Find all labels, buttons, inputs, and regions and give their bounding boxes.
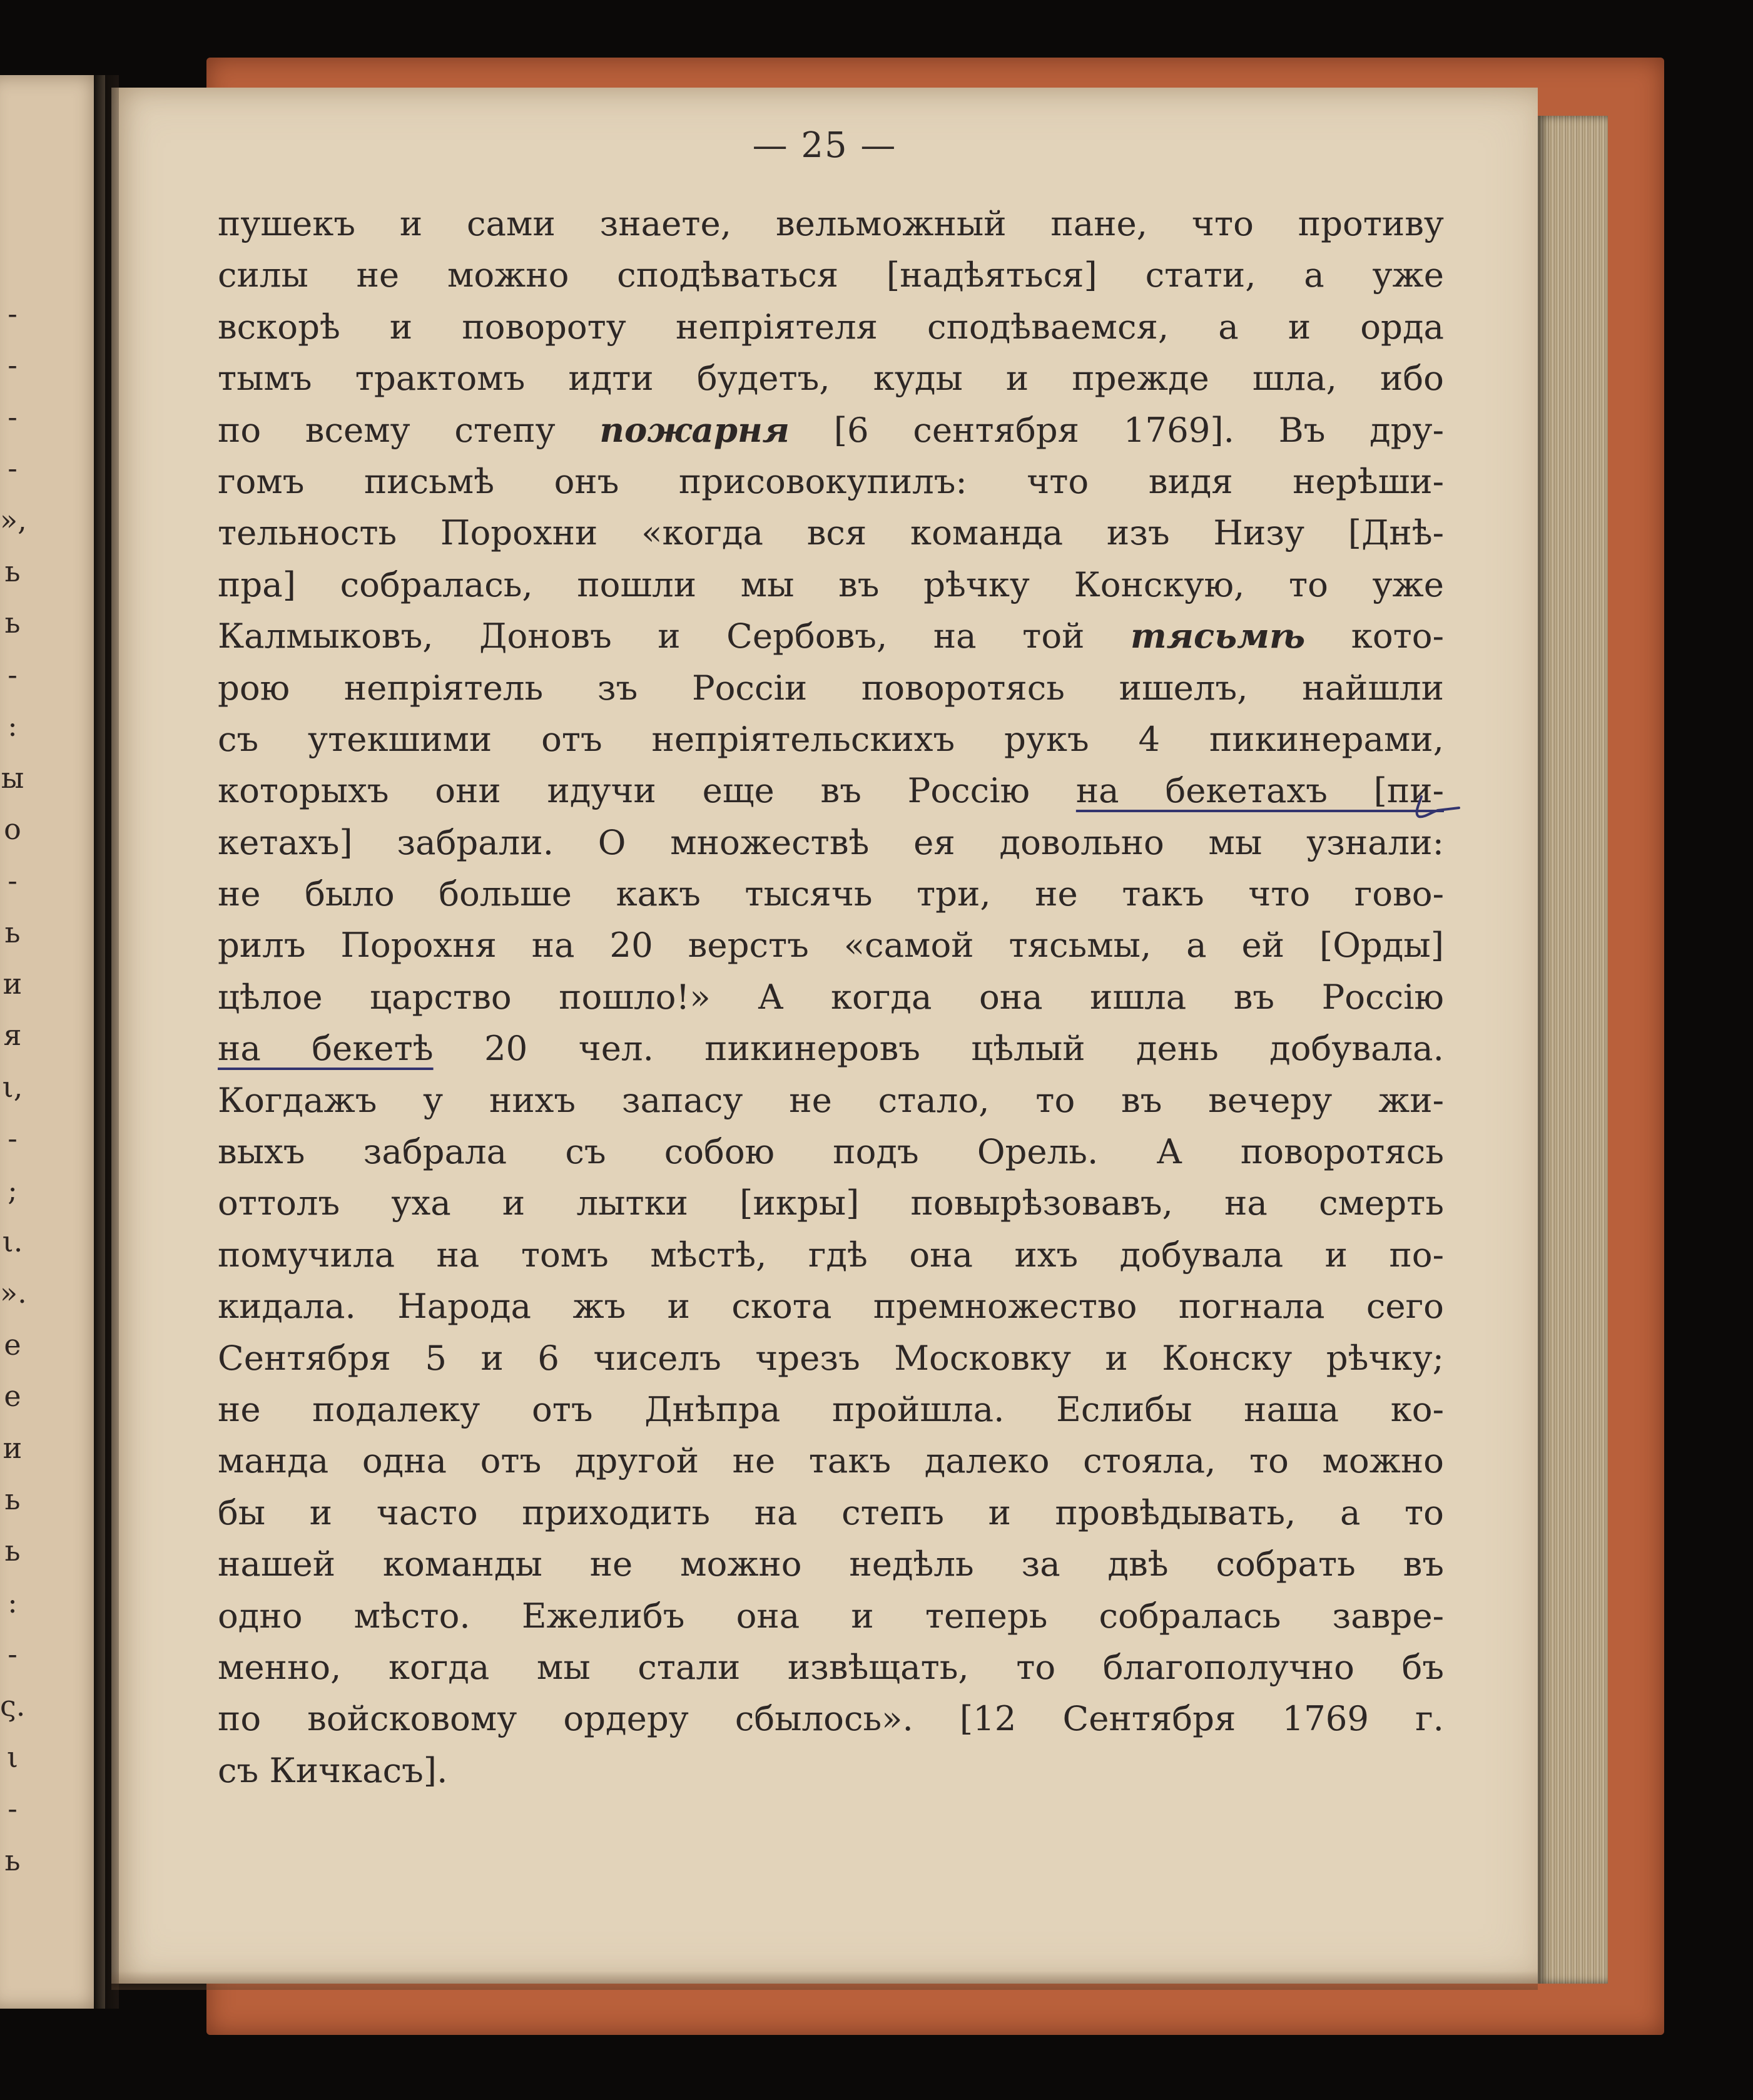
- text-segment: по всему степу: [218, 409, 600, 450]
- text-line: [218, 868, 1444, 919]
- text-segment: 20 чел. пикинеровъ цѣлый день добувала.: [433, 1028, 1444, 1069]
- text-line: [218, 817, 1444, 868]
- text-segment: кидала. Народа жъ и скота премножество погнала сего: [218, 1286, 1444, 1327]
- text-line: [218, 713, 1444, 765]
- page-edges: [1538, 116, 1608, 1984]
- text-line: [218, 919, 1444, 971]
- page-body-text: [218, 198, 1444, 1796]
- text-segment: съ Кичкасъ].: [218, 1750, 448, 1790]
- text-line: [218, 1435, 1444, 1486]
- left-page-letter: ь: [4, 1482, 21, 1516]
- left-page-letter: ».: [0, 1276, 27, 1310]
- text-line: [218, 765, 1444, 816]
- text-segment: вскорѣ и повороту непріятеля сподѣваемся, а и орда: [218, 306, 1444, 347]
- left-page-letter: ь: [4, 1843, 21, 1877]
- left-page-letters: [0, 288, 25, 1886]
- left-page-letter: ь: [4, 915, 21, 949]
- text-segment: гомъ письмѣ онъ присовокупилъ: что видя нерѣши-: [218, 461, 1444, 501]
- text-segment: съ утекшими отъ непріятельскихъ рукъ 4 пикинерами,: [218, 718, 1444, 759]
- text-line: [218, 1590, 1444, 1641]
- text-segment: по войсковому ордеру сбылось». [12 Сентября 1769 г.: [218, 1698, 1444, 1739]
- text-segment: цѣлое царство пошло!» А когда она ишла въ Россію: [218, 976, 1444, 1017]
- text-line: [218, 1126, 1444, 1177]
- text-segment: манда одна отъ другой не такъ далеко стояла, то можно: [218, 1440, 1444, 1481]
- text-segment: Сентября 5 и 6 чиселъ чрезъ Московку и Конску рѣчку;: [218, 1337, 1444, 1378]
- text-line: [218, 352, 1444, 404]
- text-line: [218, 1280, 1444, 1332]
- left-page-letter: -: [8, 348, 18, 382]
- text-segment: нашей команды не можно недѣль за двѣ собрать въ: [218, 1544, 1444, 1584]
- text-line: [218, 1538, 1444, 1589]
- left-page-letter: -: [8, 297, 18, 330]
- gutter-shadow: [94, 75, 119, 2009]
- text-line: [218, 1384, 1444, 1435]
- text-line: [218, 1022, 1444, 1074]
- left-page-letter: -: [8, 451, 18, 486]
- page-bottom-shadow: [111, 1971, 1538, 1990]
- text-line: [218, 198, 1444, 249]
- text-segment: Когдажъ у нихъ запасу не стало, то въ вечеру жи-: [218, 1079, 1444, 1120]
- text-segment: которыхъ они идучи еще въ Россію: [218, 770, 1076, 811]
- left-page-letter: -: [8, 657, 18, 691]
- left-page-letter: »,: [0, 502, 27, 537]
- left-page-letter: я: [3, 1018, 22, 1053]
- text-segment: пушекъ и сами знаете, вельможный пане, что противу: [218, 203, 1444, 243]
- text-line: [218, 249, 1444, 300]
- text-segment: рилъ Порохня на 20 верстъ «самой тясьмы, а ей [Орды]: [218, 925, 1444, 966]
- text-segment: выхъ забрала съ собою подъ Орель. А поворотясь: [218, 1131, 1444, 1172]
- text-line: [218, 662, 1444, 713]
- left-page-letter: ι,: [2, 1069, 23, 1104]
- emphasized-word: пожарня: [599, 409, 790, 450]
- left-page-letter: ι: [6, 1740, 19, 1774]
- left-page-letter: -: [8, 864, 18, 898]
- left-page-letter: ы: [1, 760, 24, 795]
- hand-underlined-text: на бекетахъ [пи-: [1075, 770, 1444, 811]
- text-line: [218, 301, 1444, 352]
- left-page-letter: и: [3, 967, 23, 1001]
- text-segment: [6 сентября 1769]. Въ дру-: [790, 409, 1444, 450]
- text-line: [218, 1177, 1444, 1228]
- text-line: [218, 1641, 1444, 1693]
- left-page-letter: -: [8, 1792, 18, 1826]
- text-line: [218, 610, 1444, 661]
- text-line: [218, 1745, 1444, 1796]
- left-page-letter: ;: [8, 1173, 18, 1207]
- text-line: [218, 971, 1444, 1022]
- text-segment: тельность Порохни «когда вся команда изъ Низу [Днѣ-: [218, 512, 1444, 553]
- left-page-letter: ς.: [0, 1688, 26, 1723]
- page-number: — 25 —: [752, 125, 897, 166]
- text-segment: кетахъ] забрали. О множествѣ ея довольно мы узнали:: [218, 822, 1444, 862]
- text-segment: не подалеку отъ Днѣпра пройшла. Еслибы наша ко-: [218, 1389, 1444, 1429]
- left-page-letter: -: [8, 399, 18, 434]
- text-segment: тымъ трактомъ идти будетъ, куды и прежде шла, ибо: [218, 358, 1444, 399]
- left-page-letter: и: [3, 1430, 23, 1465]
- left-page-letter: ь: [4, 554, 21, 588]
- left-page-letter: е: [4, 1379, 21, 1414]
- text-line: [218, 559, 1444, 610]
- text-line: [218, 1074, 1444, 1126]
- left-page-letter: е: [4, 1327, 21, 1362]
- text-line: [218, 456, 1444, 507]
- emphasized-word: тясьмѣ: [1131, 616, 1306, 656]
- left-page-letter: ι.: [2, 1225, 23, 1259]
- left-page-letter: :: [8, 1585, 18, 1619]
- text-segment: силы не можно сподѣваться [надѣяться] стати, а уже: [218, 255, 1444, 295]
- text-segment: оттолъ уха и лытки [икры] повырѣзовавъ, на смерть: [218, 1183, 1444, 1223]
- left-page-letter: ь: [4, 1534, 21, 1568]
- text-segment: Калмыковъ, Доновъ и Сербовъ, на той: [218, 616, 1131, 656]
- text-segment: помучила на томъ мѣстѣ, гдѣ она ихъ добувала и по-: [218, 1234, 1444, 1275]
- text-line: [218, 404, 1444, 456]
- text-segment: менно, когда мы стали извѣщать, то благополучно бъ: [218, 1646, 1444, 1687]
- left-page-letter: о: [4, 812, 21, 846]
- book-page: [111, 88, 1538, 1984]
- text-segment: кото-: [1305, 616, 1445, 656]
- text-line: [218, 1693, 1444, 1744]
- text-segment: рою непріятель зъ Россіи поворотясь ишелъ, найшли: [218, 667, 1444, 708]
- text-segment: одно мѣсто. Ежелибъ она и теперь собралась завре-: [218, 1595, 1444, 1636]
- text-segment: пра] собралась, пошли мы въ рѣчку Конскую, то уже: [218, 564, 1444, 604]
- left-page-letter: ь: [4, 606, 21, 640]
- left-page-letter: :: [8, 709, 18, 743]
- text-segment: бы и часто приходить на степъ и провѣдывать, а то: [218, 1492, 1444, 1532]
- text-line: [218, 507, 1444, 558]
- left-page-letter: -: [8, 1637, 18, 1671]
- text-line: [218, 1229, 1444, 1280]
- text-line: [218, 1487, 1444, 1538]
- hand-underlined-text: на бекетѣ: [218, 1028, 434, 1069]
- text-segment: не было больше какъ тысячь три, не такъ что гово-: [218, 874, 1444, 914]
- handwritten-margin-mark: [1408, 792, 1470, 823]
- left-page-edge: [0, 75, 105, 2009]
- left-page-letter: -: [8, 1121, 18, 1156]
- text-line: [218, 1332, 1444, 1384]
